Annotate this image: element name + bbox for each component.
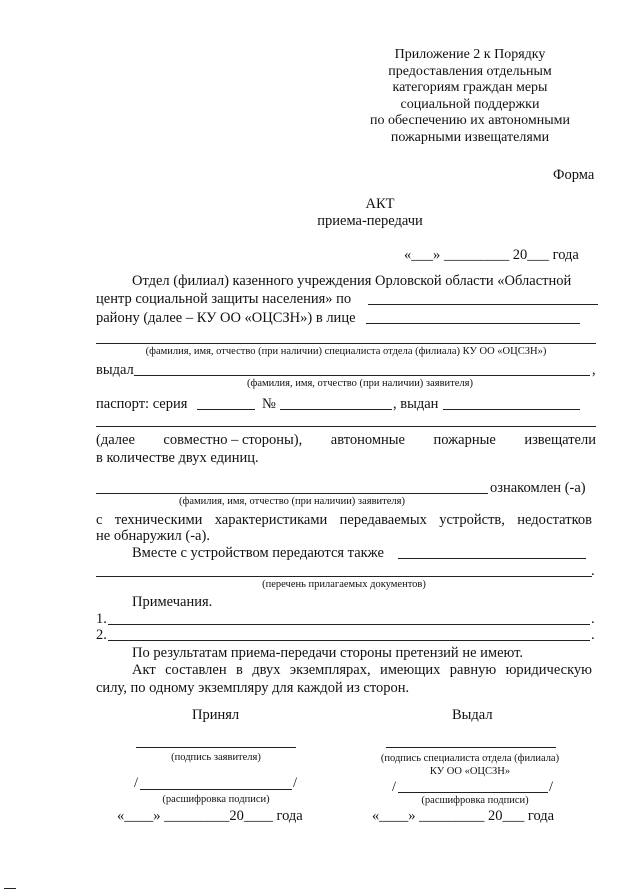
appendix-line: предоставления отдельным <box>388 63 552 79</box>
p1-line1: Отдел (филиал) казенного учреждения Орловской области «Областной <box>132 273 572 289</box>
district-field[interactable] <box>368 304 598 305</box>
note-2-field[interactable] <box>108 640 590 641</box>
issued-slash-left: / <box>392 779 397 795</box>
form-label: Форма <box>553 167 595 183</box>
passport-number-label: № <box>262 396 276 412</box>
p5-word: юридическую <box>505 662 592 678</box>
p5-word: двух <box>252 662 281 678</box>
p2-line2: в количестве двух единиц. <box>96 450 259 466</box>
specialist-name-field[interactable] <box>96 343 596 344</box>
appendix-line: пожарными извещателями <box>390 129 550 145</box>
p3-line1 <box>96 512 592 529</box>
caption-applicant-decode: (расшифровка подписи) <box>162 794 270 805</box>
p2-line1 <box>96 432 596 449</box>
issued-slash-right: / <box>549 779 554 795</box>
note-1-label: 1. <box>96 611 107 627</box>
p5-word: составлен <box>165 662 227 678</box>
caption-applicant-2: (фамилия, имя, отчество (при наличии) заявителя) <box>179 496 405 507</box>
received-slash-left: / <box>134 775 139 791</box>
caption-specialist-signature-1: (подпись специалиста отдела (филиала) <box>380 753 560 764</box>
received-date: «____» _________20____ года <box>117 808 303 824</box>
applicant-decode-field[interactable] <box>140 789 292 790</box>
specialist-decode-field[interactable] <box>398 792 548 793</box>
docs-line: Вместе с устройством передаются также <box>132 545 384 561</box>
p2-word: (далее <box>96 432 135 448</box>
received-heading: Принял <box>192 707 240 723</box>
issued-label: выдал <box>96 362 134 378</box>
p5-word: в <box>236 662 243 678</box>
specialist-signature-field[interactable] <box>386 747 556 748</box>
p3-word: с <box>96 512 103 528</box>
caption-applicant-signature: (подпись заявителя) <box>171 752 261 763</box>
scan-mark <box>4 888 16 889</box>
passport-series-field[interactable] <box>197 409 255 410</box>
note-1-field[interactable] <box>108 624 590 625</box>
p5-line2: силу, по одному экземпляру для каждой из сторон. <box>96 680 410 696</box>
p3-word: устройств, <box>439 512 505 528</box>
p2-word: извещатели <box>524 432 596 448</box>
caption-docs: (перечень прилагаемых документов) <box>262 579 426 590</box>
p3-word: недостатков <box>517 512 592 528</box>
act-title: АКТ <box>365 196 395 212</box>
issued-date: «____» _________ 20___ года <box>372 808 555 824</box>
p5-word: имеющих <box>379 662 441 678</box>
note-2-period: . <box>591 627 595 643</box>
p3-word: передаваемых <box>339 512 427 528</box>
p2-word: автономные <box>330 432 405 448</box>
appendix-line: Приложение 2 к Порядку <box>394 47 546 62</box>
passport-issued-label: , выдан <box>393 396 439 412</box>
p2-word: совместно – стороны), <box>163 432 303 448</box>
docs-field[interactable] <box>398 558 586 559</box>
passport-issued-field[interactable] <box>443 409 580 410</box>
passport-number-field[interactable] <box>280 409 392 410</box>
issued-heading: Выдал <box>452 707 493 723</box>
p3-word: характеристиками <box>214 512 328 528</box>
docs-field-2[interactable] <box>96 576 592 577</box>
act-subtitle: приема-передачи <box>317 213 423 229</box>
caption-specialist-signature-2: КУ ОО «ОЦСЗН» <box>429 766 511 777</box>
caption-specialist: (фамилия, имя, отчество (при наличии) специалиста отдела (филиала) КУ ОО «ОЦСЗН») <box>145 346 547 357</box>
person-field[interactable] <box>366 323 580 324</box>
comma: , <box>592 362 596 378</box>
applicant-name-field[interactable] <box>134 375 590 376</box>
p4: По результатам приема-передачи стороны претензий не имеют. <box>132 645 524 661</box>
note-1-period: . <box>591 611 595 627</box>
p3-word: техническими <box>114 512 203 528</box>
received-slash-right: / <box>293 775 298 791</box>
p2-word: пожарные <box>433 432 496 448</box>
docs-period: . <box>591 563 595 579</box>
date-line: «___» _________ 20___ года <box>404 247 579 263</box>
note-2-label: 2. <box>96 627 107 643</box>
applicant-signature-field[interactable] <box>136 747 296 748</box>
acquainted-name-field[interactable] <box>96 493 488 494</box>
p5-word: экземплярах, <box>289 662 371 678</box>
appendix-line: категориям граждан меры <box>392 80 548 96</box>
p5-line1 <box>132 662 592 679</box>
notes-title: Примечания. <box>132 594 213 610</box>
passport-issued-field-2[interactable] <box>96 426 596 427</box>
p5-word: равную <box>449 662 497 678</box>
appendix-block <box>340 47 600 147</box>
passport-series-label: паспорт: серия <box>96 396 188 412</box>
caption-specialist-decode: (расшифровка подписи) <box>421 795 529 806</box>
p3-line2: не обнаружил (-а). <box>96 528 210 544</box>
p1-line3: району (далее – КУ ОО «ОЦСЗН») в лице <box>96 310 356 326</box>
appendix-line: по обеспечению их автономными <box>370 113 570 129</box>
p1-line2: центр социальной защиты населения» по <box>96 291 352 307</box>
acquainted-label: ознакомлен (-а) <box>490 480 586 496</box>
caption-applicant: (фамилия, имя, отчество (при наличии) заявителя) <box>247 378 473 389</box>
p5-word: Акт <box>132 662 156 678</box>
appendix-line: социальной поддержки <box>400 96 540 112</box>
